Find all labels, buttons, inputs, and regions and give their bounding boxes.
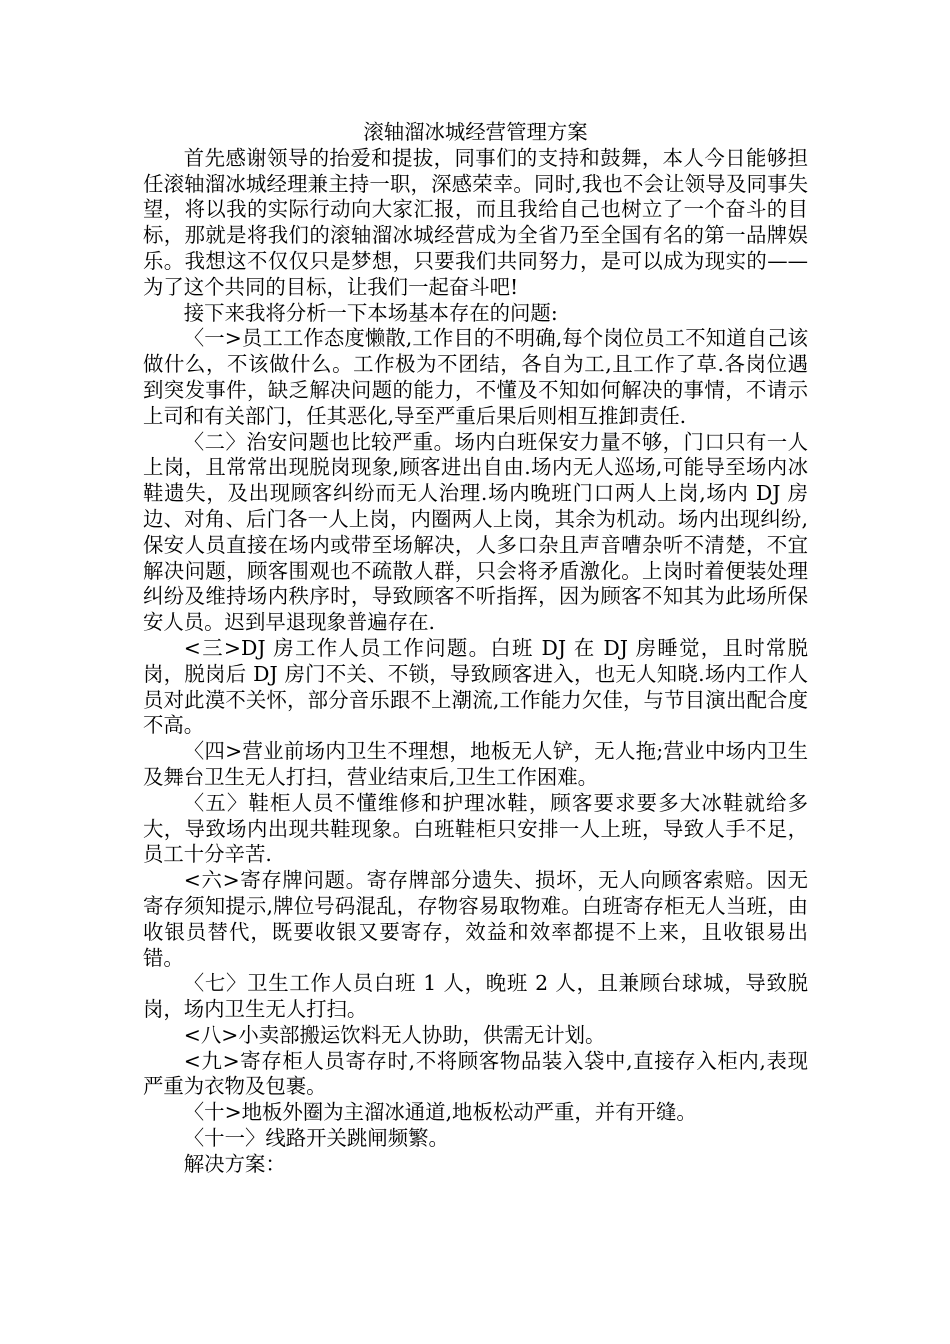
paragraph-problem-5: 〈五〉鞋柜人员不懂维修和护理冰鞋，顾客要求要多大冰鞋就给多大，导致场内出现共鞋现象。白班鞋柜只安排一人上班，导致人手不足，员工十分辛苦. [143,790,808,867]
paragraph-problem-11: 〈十一〉线路开关跳闸频繁。 [183,1126,449,1151]
paragraph-problem-8: <八>小卖部搬运饮料无人协助，供需无计划。 [183,1022,606,1047]
paragraph-problem-10: 〈十>地板外圈为主溜冰通道,地板松动严重，并有开缝。 [183,1100,697,1125]
paragraph-problem-2: 〈二〉治安问题也比较严重。场内白班保安力量不够，门口只有一人上岗，且常常出现脱岗现象,顾客进出自由.场内无人巡场,可能导至场内冰鞋遗失，及出现顾客纠纷而无人治理.场内晚班门口两人上岗,场内 DJ 房边、对角、后门各一人上岗，内圈两人上岗，其余为机动。场内出现纠纷,保安人员直接在场内或带至场解决，人多口杂且声音嘈杂听不清楚，不宜解决问题，顾客围观也不疏散人群，只会将矛盾激化。上岗时着便装处理纠纷及维持场内秩序时，导致顾客不听指挥，因为顾客不知其为此场所保安人员。迟到早退现象普遍存在. [143,429,808,635]
paragraph-problem-1: 〈一>员工工作态度懒散,工作目的不明确,每个岗位员工不知道自己该做什么，不该做什么。工作极为不团结，各自为工,且工作了草.各岗位遇到突发事件，缺乏解决问题的能力，不懂及不知如何解决的事情，不请示上司和有关部门，任其恶化,导至严重后果后则相互推卸责任. [143,326,808,428]
paragraph-intro: 首先感谢领导的抬爱和提拔，同事们的支持和鼓舞，本人今日能够担任滚轴溜冰城经理兼主持一职，深感荣幸。同时,我也不会让领导及同事失望，将以我的实际行动向大家汇报，而且我给自己也树立了一个奋斗的目标，那就是将我们的滚轴溜冰城经营成为全省乃至全国有名的第一品牌娱乐。我想这不仅仅只是梦想，只要我们共同努力，是可以成为现实的——为了这个共同的目标，让我们一起奋斗吧! [143,145,808,299]
paragraph-problem-7: 〈七〉卫生工作人员白班 1 人，晚班 2 人，且兼顾台球城，导致脱岗，场内卫生无人打扫。 [143,971,808,1022]
paragraph-problem-6: <六>寄存牌问题。寄存牌部分遗失、损坏，无人向顾客索赔。因无寄存须知提示,牌位号码混乱，存物容易取物难。白班寄存柜无人当班，由收银员替代，既要收银又要寄存，效益和效率都提不上来，且收银易出错。 [143,868,808,970]
document-title: 滚轴溜冰城经营管理方案 [363,120,588,144]
paragraph-problem-3: <三>DJ 房工作人员工作问题。白班 DJ 在 DJ 房睡觉，且时常脱岗，脱岗后 DJ 房门不关、不锁，导致顾客进入，也无人知晓.场内工作人员对此漠不关怀，部分音乐跟不上潮流,工作能力欠佳，与节目演出配合度不高。 [143,635,808,738]
paragraph-problems-intro: 接下来我将分析一下本场基本存在的问题: [183,300,558,325]
document-page [143,120,808,1178]
paragraph-solutions-heading: 解决方案： [183,1151,286,1176]
paragraph-problem-9: <九>寄存柜人员寄存时,不将顾客物品装入袋中,直接存入柜内,表现严重为衣物及包裹。 [143,1048,808,1099]
paragraph-problem-4: 〈四>营业前场内卫生不理想，地板无人铲，无人拖;营业中场内卫生及舞台卫生无人打扫，营业结束后,卫生工作困难。 [143,739,808,789]
